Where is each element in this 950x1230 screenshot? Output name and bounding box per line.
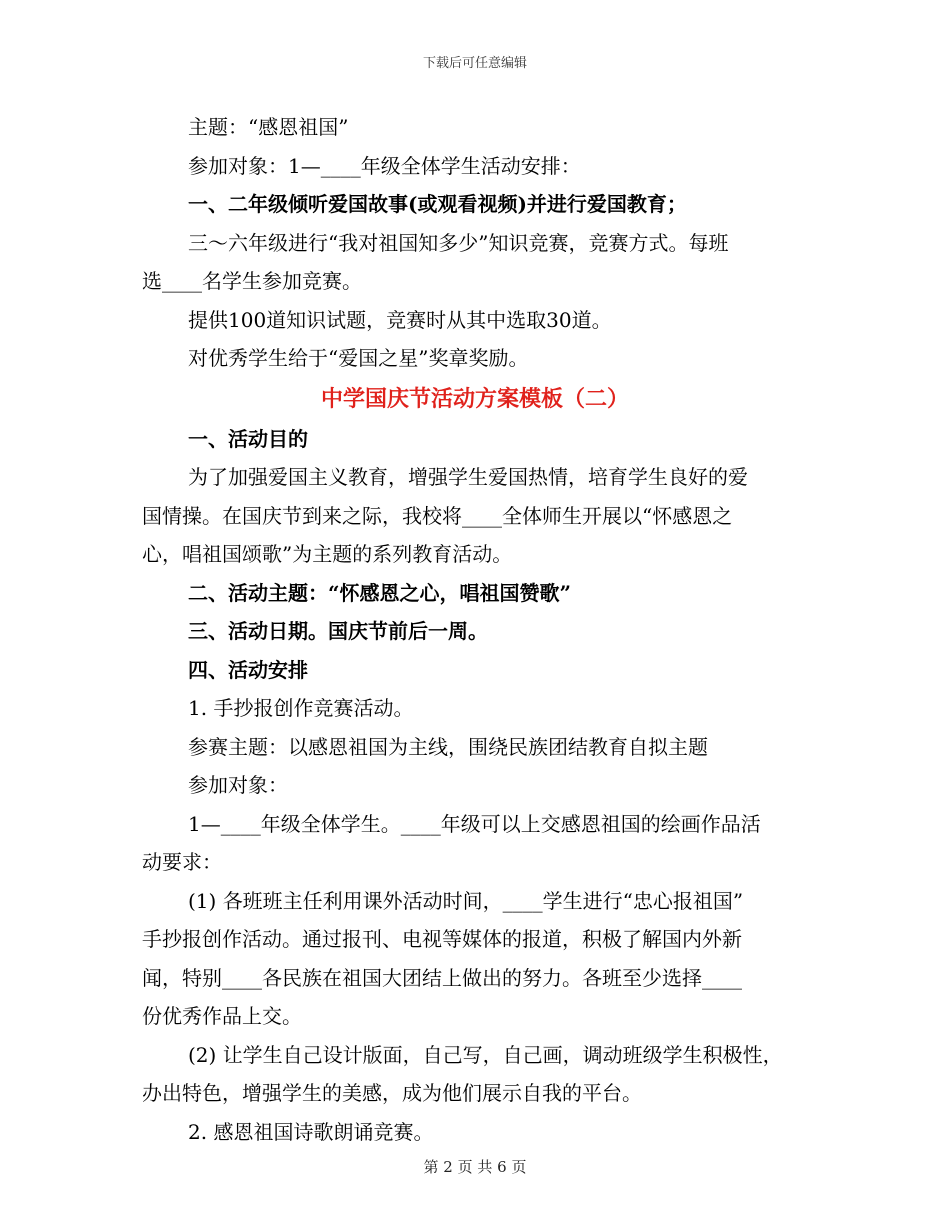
page-header: 下载后可任意编辑 (422, 56, 527, 71)
date-heading: 三、活动日期。国庆节前后一周。 (188, 619, 488, 643)
document-body (142, 108, 808, 1151)
purpose-line1: 为了加强爱国主义教育，增强学生爱国热情，培育学生良好的爱 (188, 465, 748, 489)
arrangement-heading: 四、活动安排 (188, 657, 308, 682)
activity1-participants-label: 参加对象： (188, 773, 288, 797)
purpose-paragraph (142, 458, 808, 574)
reward-line: 对优秀学生给于“爱国之星”奖章奖励。 (188, 346, 529, 370)
requirement-one-line4: 份优秀作品上交。 (142, 1004, 302, 1028)
grade-one-two-item: 一、二年级倾听爱国故事(或观看视频)并进行爱国教育； (188, 192, 687, 216)
requirement-two-line2: 办出特色，增强学生的美感，成为他们展示自我的平台。 (142, 1081, 642, 1105)
document-title: 中学国庆节活动方案模板（二） (320, 385, 629, 412)
grade-three-six-line2: 选____名学生参加竞赛。 (142, 269, 362, 293)
requirement-one (142, 882, 808, 1036)
grade-three-six-item (142, 224, 808, 301)
requirement-two-line1: (2) 让学生自己设计版面，自己写，自己画，调动班级学生积极性， (188, 1042, 783, 1067)
requirement-one-line2: 手抄报创作活动。通过报刊、电视等媒体的报道，积极了解国内外新 (142, 927, 742, 951)
activity1-participants (142, 805, 808, 882)
page-footer: 第 2 页 共 6 页 (423, 1158, 527, 1176)
activity1-participants-line2: 动要求： (142, 850, 222, 874)
participants-line: 参加对象：1—____年级全体学生活动安排： (188, 153, 581, 178)
purpose-line3: 心，唱祖国颂歌”为主题的系列教育活动。 (142, 542, 513, 566)
activity2-line: 2. 感恩祖国诗歌朗诵竞赛。 (188, 1119, 434, 1144)
purpose-heading: 一、活动目的 (188, 426, 308, 451)
activity1-participants-line1: 1—____年级全体学生。____年级可以上交感恩祖国的绘画作品活 (188, 811, 761, 836)
requirement-two (142, 1036, 808, 1113)
theme-line: 主题：“感恩祖国” (188, 115, 349, 139)
purpose-line2: 国情操。在国庆节到来之际，我校将____全体师生开展以“怀感恩之 (142, 503, 733, 528)
activity1-theme: 参赛主题：以感恩祖国为主线，围绕民族团结教育自拟主题 (188, 734, 708, 759)
theme-heading: 二、活动主题：“怀感恩之心，唱祖国赞歌” (188, 580, 572, 605)
requirement-one-line1: (1) 各班班主任利用课外活动时间，____学生进行“忠心报祖国” (188, 888, 744, 913)
requirement-one-line3: 闻，特别____各民族在祖国大团结上做出的努力。各班至少选择____ (142, 965, 742, 990)
grade-three-six-line1: 三～六年级进行“我对祖国知多少”知识竞赛，竞赛方式。每班 (188, 230, 729, 255)
questions-line: 提供100道知识试题，竞赛时从其中选取30道。 (188, 307, 612, 332)
activity1-line: 1. 手抄报创作竞赛活动。 (188, 696, 414, 720)
